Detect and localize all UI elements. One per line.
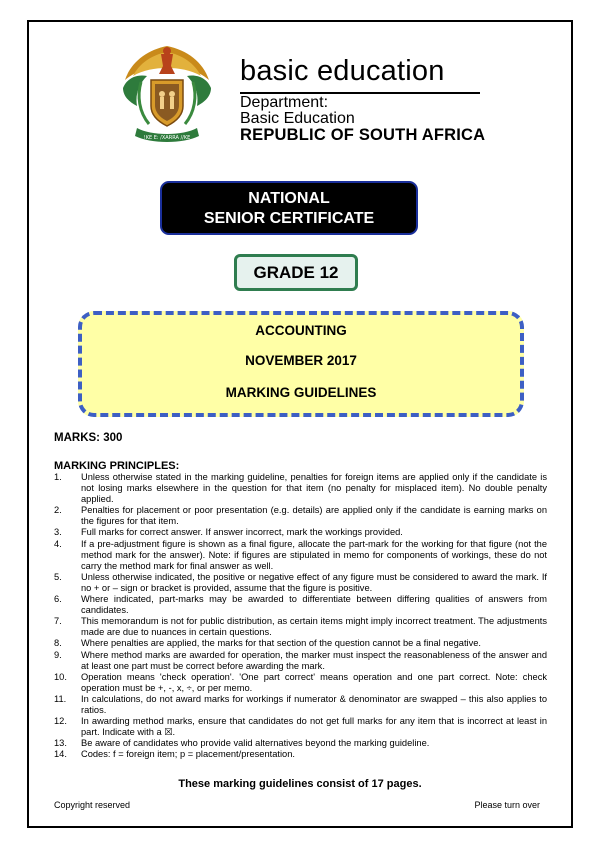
certificate-title-line2: SENIOR CERTIFICATE [203,210,375,227]
list-item: 10. Operation means 'check operation'. 'One part correct' means operation and one part correct. Note: check operation must be +, -, x, ÷, or per memo. [54,671,547,693]
list-item: 11. In calculations, do not award marks for workings if numerator & denominator are swapped – this also applies to ratios. [54,693,547,715]
subject-box [78,311,524,417]
list-item: 14. Codes: f = foreign item; p = placement/presentation. [54,749,295,760]
list-item: 3. Full marks for correct answer. If answer incorrect, mark the workings provided. [54,527,403,538]
page-count-note: These marking guidelines consist of 17 pages. [178,778,422,790]
list-item: 4. If a pre-adjustment figure is shown as a final figure, allocate the part-mark for the working for that figure (not the method mark for the answer). Note: if figures are stipulated in memo for components of workings, these do not carry the method mark for final answer as well. [54,538,547,571]
department-label: Department: [240,94,329,111]
list-item: 9. Where method marks are awarded for operation, the marker must inspect the reasonableness of the answer and at least one part must be correct before awarding the mark. [54,649,547,671]
principles-list [54,472,547,760]
brand-name: basic education [240,55,445,87]
list-item: 1. Unless otherwise stated in the marking guideline, penalties for foreign items are applied only if the candidate is not losing marks elsewhere in the question for that item (no penalty for misplaced item). No double penalty applied. [54,472,547,505]
list-item: 8. Where penalties are applied, the marks for that section of the question cannot be a final negative. [54,638,482,649]
exam-session: NOVEMBER 2017 [245,353,357,368]
total-marks: MARKS: 300 [54,432,123,444]
principles-title: MARKING PRINCIPLES: [54,460,180,472]
country-name: REPUBLIC OF SOUTH AFRICA [240,126,486,144]
document-type: MARKING GUIDELINES [225,385,377,400]
list-item: 2. Penalties for placement or poor presentation (e.g. details) are applied only if the candidate is earning marks on the figures for that item. [54,505,547,527]
certificate-title-line1: NATIONAL [248,190,330,207]
turn-over-text: Please turn over [474,800,540,810]
copyright-text: Copyright reserved [54,800,131,810]
grade-badge: GRADE 12 [234,254,358,291]
list-item: 13. Be aware of candidates who provide valid alternatives beyond the marking guideline. [54,738,430,749]
list-item: 12. In awarding method marks, ensure that candidates do not get full marks for any item that is incorrect at least in part. Indicate with a ☒. [54,716,547,738]
list-item: 6. Where indicated, part-marks may be awarded to differentiate between differing qualities of answers from candidates. [54,594,547,616]
list-item: 7. This memorandum is not for public distribution, as certain items might imply incorrect treatment. The adjustments made are due to nuances in certain questions. [54,616,547,638]
subject-name: ACCOUNTING [255,323,347,338]
department-name: Basic Education [240,110,355,127]
crest-motto: !KE E: /XARRA //KE [143,135,191,141]
list-item: 5. Unless otherwise indicated, the positive or negative effect of any figure must be considered to award the mark. If no + or – sign or bracket is provided, assume that the figure is positive. [54,571,547,593]
coat-of-arms-icon [117,40,217,148]
certificate-title-box [160,181,418,235]
